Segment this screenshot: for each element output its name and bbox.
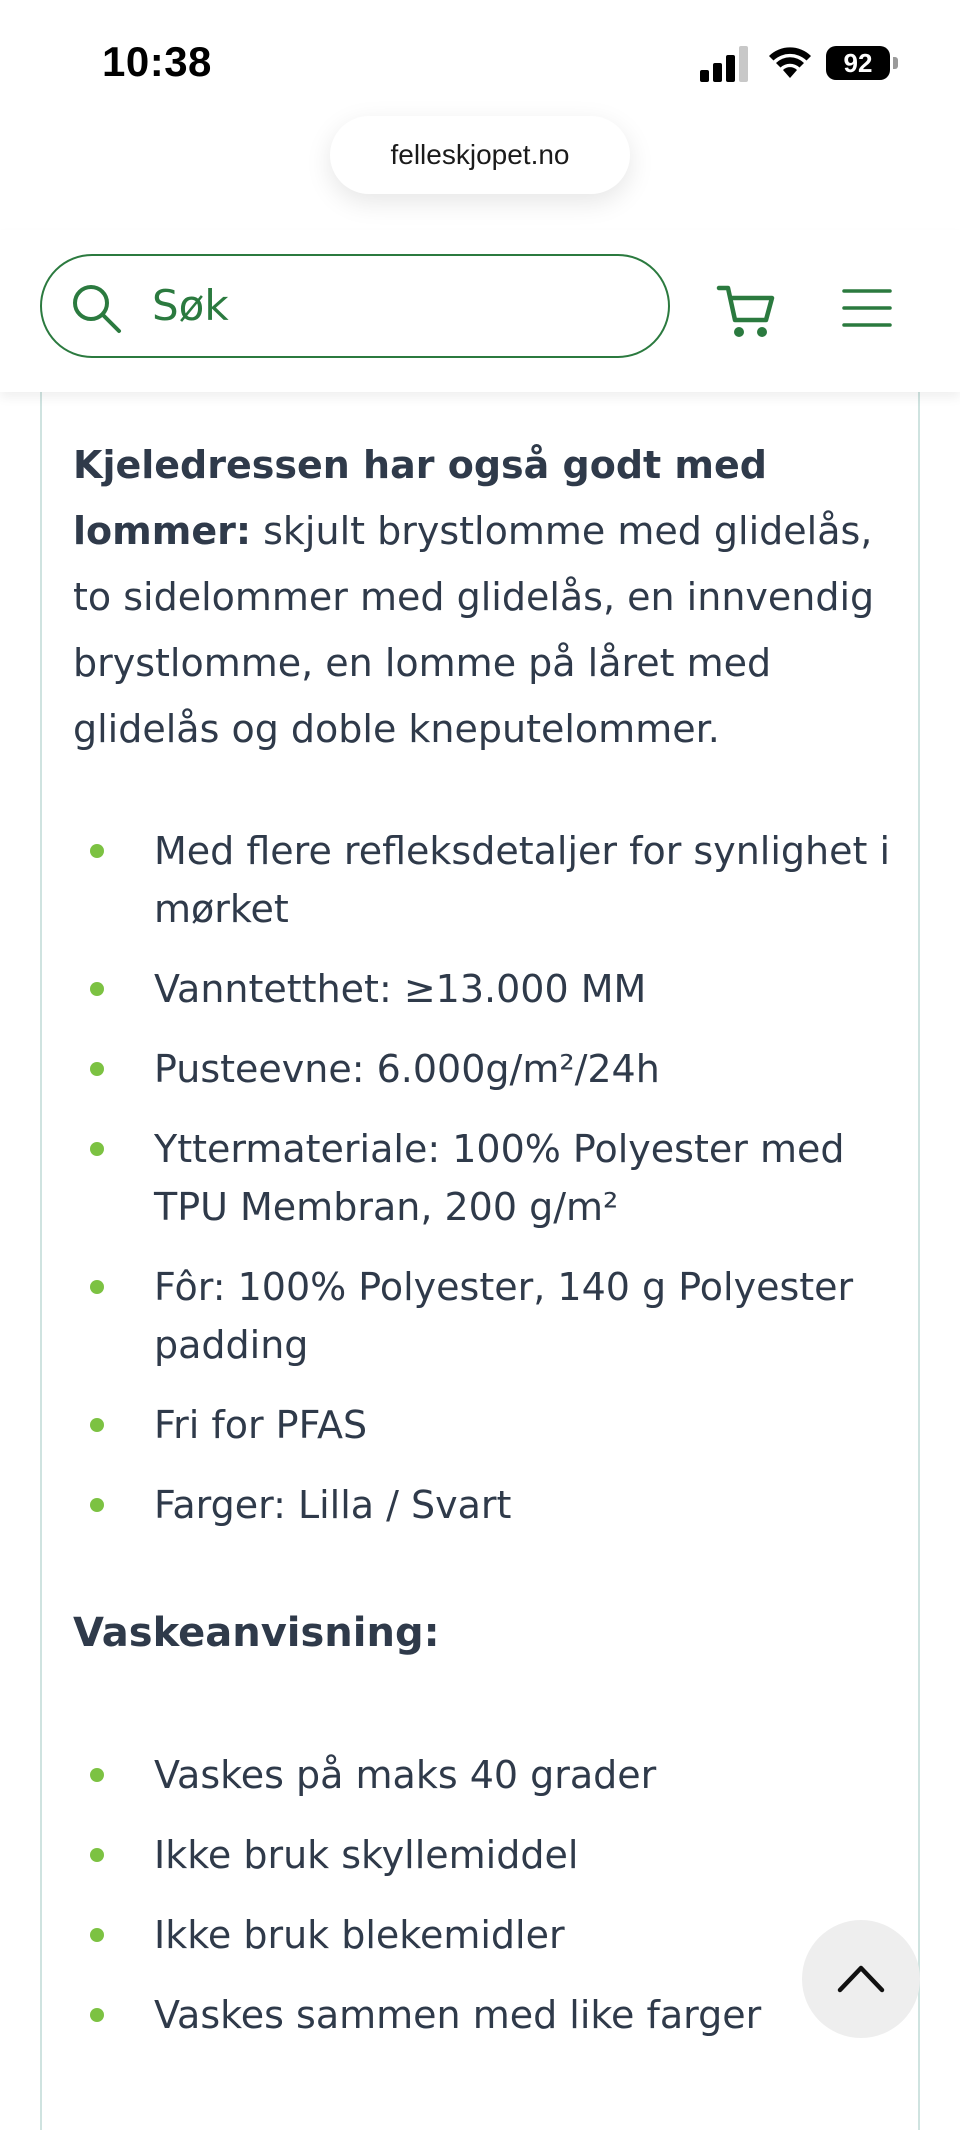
intro-paragraph [73,432,893,762]
list-item: Ikke bruk blekemidler [73,1906,893,1964]
search-placeholder: Søk [152,281,229,330]
intro-text: skjult brystlomme med glidelås, to sidelommer med glidelås, en innvendig brystlomme, en lomme på låret med glidelås og doble kneputelommer. [73,509,875,751]
site-header [0,230,960,392]
bullet-icon [90,1142,104,1156]
menu-icon[interactable] [842,286,892,330]
bullet-icon [90,1062,104,1076]
intro-bold: Kjeledressen har også godt med lommer: [73,443,767,553]
list-item: Vaskes på maks 40 grader [73,1746,893,1804]
bullet-icon [90,1928,104,1942]
wifi-icon [768,44,812,80]
search-input[interactable] [40,254,670,358]
chevron-up-icon [836,1958,886,1998]
search-icon [70,282,122,334]
bullet-icon [90,1280,104,1294]
list-item: Ikke bruk skyllemiddel [73,1826,893,1884]
feature-list [73,822,893,1534]
battery-cap [893,57,898,69]
description-body [73,432,893,2066]
list-item: Farger: Lilla / Svart [73,1476,893,1534]
cart-icon[interactable] [716,282,776,342]
bullet-icon [90,844,104,858]
status-bar [0,0,960,120]
bullet-icon [90,1498,104,1512]
wash-heading: Vaskeanvisning: [73,1610,440,1656]
back-to-top-button[interactable] [802,1920,920,2038]
bullet-icon [90,1768,104,1782]
signal-icon [700,46,752,82]
list-item: Vaskes sammen med like farger [73,1986,893,2044]
bullet-icon [90,1418,104,1432]
battery-level: 92 [826,46,890,80]
list-item: Fri for PFAS [73,1396,893,1454]
list-item: Pusteevne: 6.000g/m²/24h [73,1040,893,1098]
product-description [40,370,920,2130]
url-bar[interactable]: felleskjopet.no [330,116,630,194]
battery-icon [826,46,898,80]
bullet-icon [90,982,104,996]
list-item: Med flere refleksdetaljer for synlighet i mørket [73,822,893,938]
list-item: Fôr: 100% Polyester, 140 g Polyester padding [73,1258,893,1374]
list-item: Yttermateriale: 100% Polyester med TPU Membran, 200 g/m² [73,1120,893,1236]
status-time: 10:38 [102,38,212,85]
bullet-icon [90,2008,104,2022]
list-item: Vanntetthet: ≥13.000 MM [73,960,893,1018]
wash-instructions-list [73,1746,893,2044]
bullet-icon [90,1848,104,1862]
